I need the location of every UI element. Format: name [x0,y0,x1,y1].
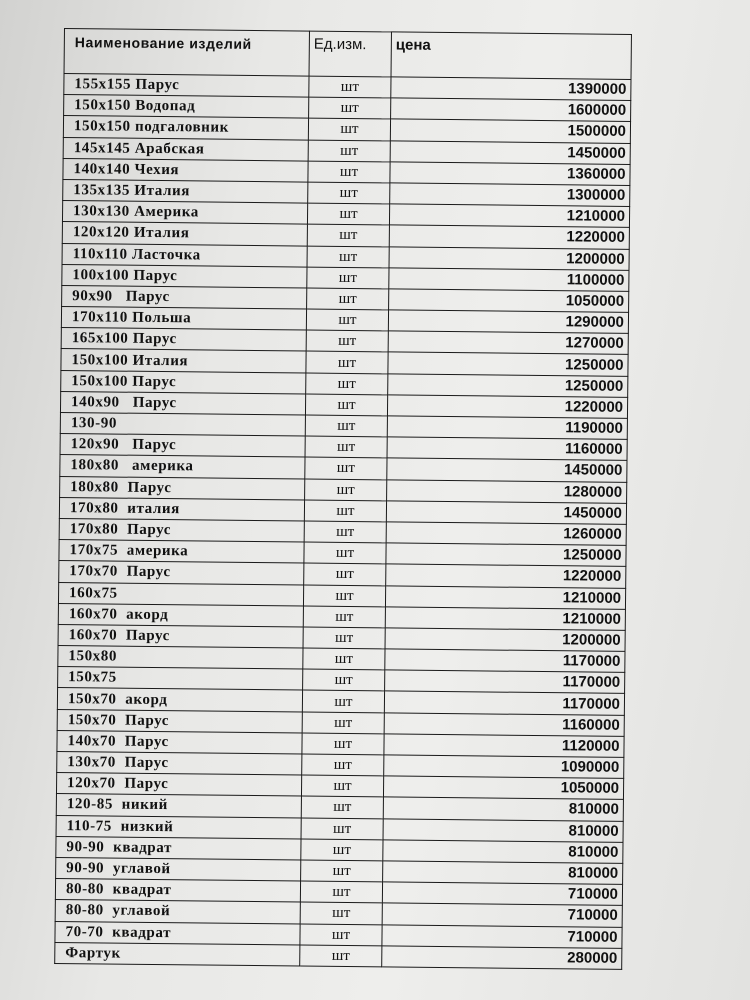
price-cell: 1300000 [390,183,630,207]
header-unit: Ед.изм. [309,31,391,77]
price-cell: 1190000 [387,416,627,440]
product-name-cell: 170x70 Парус [59,561,304,585]
unit-cell: шт [305,479,387,501]
price-table [54,28,632,970]
header-name: Наименование изделий [64,29,309,77]
price-cell: 1210000 [385,585,625,609]
unit-cell: шт [302,754,384,776]
price-cell: 1050000 [389,289,629,313]
product-name-cell: 90x90 Парус [62,285,307,309]
unit-cell: шт [305,436,387,458]
unit-cell: шт [301,839,383,861]
price-cell: 1170000 [385,670,625,694]
price-cell: 1260000 [386,522,626,546]
unit-cell: шт [301,775,383,797]
unit-cell: шт [305,394,387,416]
product-name-cell: 140x140 Чехия [63,158,308,182]
product-name-cell: 130x70 Парус [57,751,302,775]
product-name-cell: 160x75 [58,582,303,606]
price-cell: 1280000 [387,479,627,503]
price-cell: 1220000 [389,225,629,249]
unit-cell: шт [303,585,385,607]
product-name-cell: 150x100 Италия [61,349,306,373]
price-cell: 1250000 [388,352,628,376]
product-name-cell: 90-90 квадрат [56,836,301,860]
header-price: цена [391,32,631,80]
price-cell: 1390000 [391,77,631,101]
price-cell: 1250000 [386,543,626,567]
product-name-cell: 155x155 Парус [64,74,309,98]
unit-cell: шт [301,818,383,840]
unit-cell: шт [308,140,390,162]
price-cell: 1050000 [383,776,623,800]
product-name-cell: 80-80 квадрат [55,879,300,903]
unit-cell: шт [300,881,382,903]
product-name-cell: 150x150 Водопад [64,95,309,119]
product-name-cell: 135x135 Италия [63,179,308,203]
product-name-cell: 150x70 акорд [57,688,302,712]
unit-cell: шт [308,182,390,204]
product-name-cell: 110-75 низкий [56,815,301,839]
unit-cell: шт [307,203,389,225]
price-cell: 1220000 [386,564,626,588]
unit-cell: шт [300,945,382,967]
price-cell: 710000 [382,882,622,906]
product-name-cell: 150x70 Парус [57,709,302,733]
price-cell: 710000 [382,903,622,927]
price-cell: 1250000 [388,374,628,398]
unit-cell: шт [308,118,390,140]
price-cell: 1450000 [387,458,627,482]
product-name-cell: 180x80 Парус [60,476,305,500]
product-name-cell: 130x130 Америка [62,201,307,225]
product-name-cell: 160x70 акорд [58,603,303,627]
unit-cell: шт [306,351,388,373]
price-cell: 1500000 [390,119,630,143]
price-cell: 1220000 [387,395,627,419]
price-cell: 1170000 [385,649,625,673]
price-cell: 1450000 [390,140,630,164]
product-name-cell: 170x110 Польша [61,307,306,331]
unit-cell: шт [306,373,388,395]
price-cell: 810000 [383,861,623,885]
unit-cell: шт [300,924,382,946]
product-name-cell: 170x75 америка [59,540,304,564]
price-cell: 1200000 [389,246,629,270]
price-cell: 810000 [383,818,623,842]
product-name-cell: 150x80 [58,646,303,670]
product-name-cell: 170x80 Парус [59,518,304,542]
product-name-cell: 170x80 италия [59,497,304,521]
unit-cell: шт [304,542,386,564]
product-name-cell: 90-90 углавой [56,857,301,881]
product-name-cell: Фартук [55,942,300,966]
unit-cell: шт [302,712,384,734]
unit-cell: шт [300,902,382,924]
product-name-cell: 120x90 Парус [60,434,305,458]
table-row [55,942,622,969]
product-name-cell: 100x100 Парус [62,264,307,288]
product-name-cell: 120x70 Парус [56,773,301,797]
product-name-cell: 120x120 Италия [62,222,307,246]
unit-cell: шт [305,457,387,479]
price-cell: 1160000 [387,437,627,461]
price-cell: 1120000 [384,734,624,758]
unit-cell: шт [304,500,386,522]
unit-cell: шт [309,97,391,119]
unit-cell: шт [307,267,389,289]
unit-cell: шт [305,415,387,437]
product-name-cell: 150x100 Парус [61,370,306,394]
price-cell: 710000 [382,924,622,948]
table-body [55,74,631,970]
unit-cell: шт [303,606,385,628]
unit-cell: шт [301,796,383,818]
unit-cell: шт [307,246,389,268]
unit-cell: шт [303,669,385,691]
unit-cell: шт [302,690,384,712]
price-cell: 810000 [383,840,623,864]
unit-cell: шт [306,309,388,331]
product-name-cell: 140x70 Парус [57,730,302,754]
product-name-cell: 120-85 никий [56,794,301,818]
unit-cell: шт [303,648,385,670]
product-name-cell: 70-70 квадрат [55,921,300,945]
price-cell: 1090000 [384,755,624,779]
unit-cell: шт [307,224,389,246]
product-name-cell: 80-80 углавой [55,900,300,924]
unit-cell: шт [308,161,390,183]
price-cell: 1100000 [389,268,629,292]
price-cell: 1210000 [385,607,625,631]
price-cell: 1290000 [388,310,628,334]
unit-cell: шт [307,288,389,310]
product-name-cell: 140x90 Парус [60,391,305,415]
product-name-cell: 150x150 подгаловник [63,116,308,140]
product-name-cell: 145x145 Арабская [63,137,308,161]
product-name-cell: 150x75 [58,667,303,691]
price-cell: 1210000 [389,204,629,228]
price-cell: 1200000 [385,628,625,652]
header-row [64,29,631,80]
unit-cell: шт [304,521,386,543]
price-cell: 1170000 [384,691,624,715]
unit-cell: шт [302,733,384,755]
unit-cell: шт [306,330,388,352]
price-cell: 1160000 [384,713,624,737]
product-name-cell: 160x70 Парус [58,624,303,648]
price-cell: 1450000 [386,501,626,525]
product-name-cell: 130-90 [60,412,305,436]
product-name-cell: 165x100 Парус [61,328,306,352]
price-cell: 810000 [383,797,623,821]
unit-cell: шт [303,627,385,649]
product-name-cell: 180x80 америка [60,455,305,479]
price-cell: 1270000 [388,331,628,355]
unit-cell: шт [301,860,383,882]
price-cell: 280000 [382,946,622,970]
price-cell: 1360000 [390,162,630,186]
unit-cell: шт [309,76,391,98]
unit-cell: шт [304,563,386,585]
product-name-cell: 110x110 Ласточка [62,243,307,267]
price-cell: 1600000 [391,98,631,122]
